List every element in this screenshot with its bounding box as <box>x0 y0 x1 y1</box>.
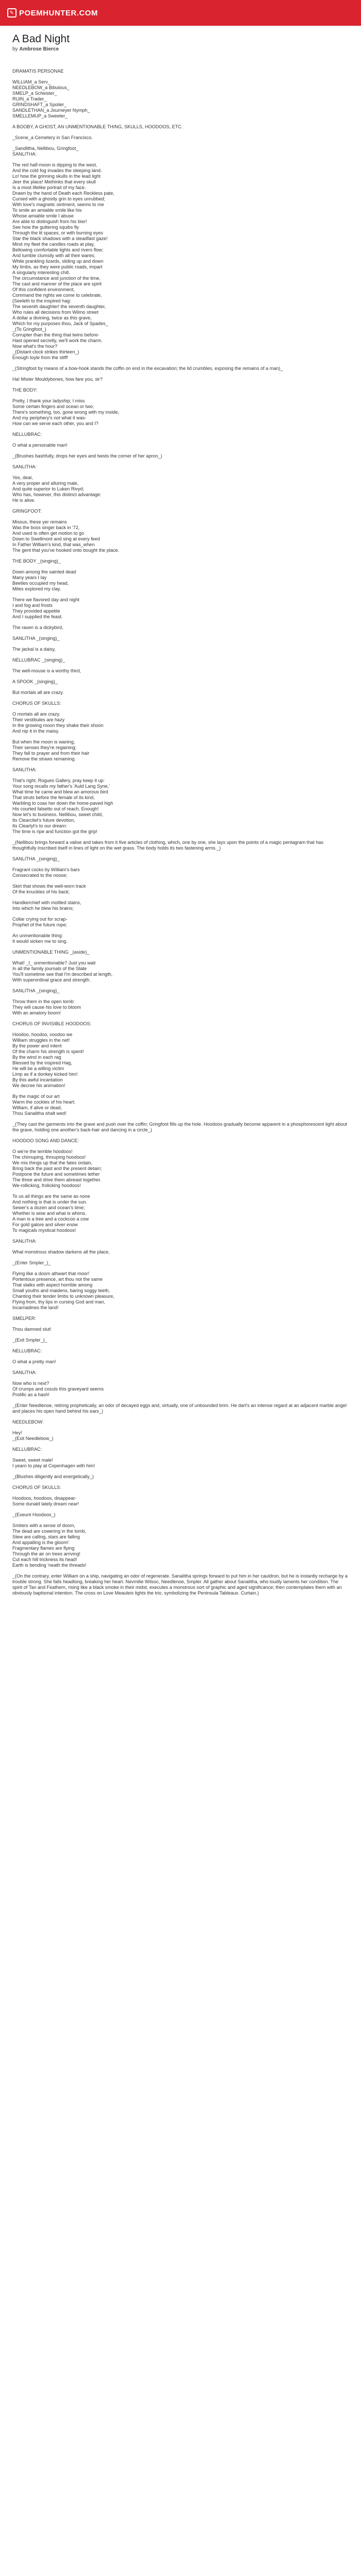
poem-line: Whether is wise and what is whims. <box>12 1211 87 1216</box>
poem-line: That struts before the female of its kind, <box>12 795 95 800</box>
poem-line: SMELP_a Scheister_ <box>12 91 57 96</box>
poem-stanza <box>12 668 349 674</box>
poem-stanza <box>12 840 349 851</box>
poem-line: Some certain fingers and ocean or two; <box>12 404 94 409</box>
poem-line: Flying from, thy lips in cursing God and man, <box>12 1299 105 1304</box>
poem-line: To smile an amiable smile like his <box>12 208 82 213</box>
poem-line: It would sicken me to sing. <box>12 939 68 944</box>
poem-stanza <box>12 701 349 706</box>
poem-stanza <box>12 162 349 361</box>
poem-line: Some dunald lately dream near! <box>12 1501 79 1506</box>
poem-line: By this awful incantation <box>12 1077 63 1082</box>
poem-stanza <box>12 933 349 944</box>
poem-line: SANLITHA: <box>12 151 37 157</box>
poem-line: And tumble clumsily with all their wares; <box>12 253 95 258</box>
poem-line: Sweet, sweet male! <box>12 1458 53 1463</box>
poem-line: Smiters with a sense of doom, <box>12 1523 75 1528</box>
poem-line: Cut each hill trickness its head! <box>12 1557 77 1562</box>
poem-line: Many years I lay <box>12 575 47 580</box>
poem-line: The three and drive them abreast together. <box>12 1177 102 1182</box>
poem-line: Consecrated to the noose; <box>12 873 68 878</box>
poem-line: NELLUBRAC _(singing)_ <box>12 657 65 663</box>
poem-line: Prophet of the future rope; <box>12 922 68 927</box>
poem-line: HOODOO SONG AND DANCE: <box>12 1138 79 1143</box>
poem-line: O what a personable man! <box>12 443 68 448</box>
poem-line: And appalling is the gloom! <box>12 1540 69 1545</box>
poem-stanza <box>12 1573 349 1596</box>
poem-line: Into which he blew his brains; <box>12 906 74 911</box>
poem-stanza <box>12 1523 349 1568</box>
poem-line: A dollar a divining, twice as this grave, <box>12 315 92 320</box>
poem-line: Now what's the hour? <box>12 344 58 349</box>
poem-stanza <box>12 1419 349 1425</box>
poem-line: UNMENTIONABLE THING _(aside)_ <box>12 950 90 955</box>
poem-line: Now let's to business. Nellibou, sweet child, <box>12 812 103 817</box>
poem-line: Earth is bending 'neath the threads! <box>12 1563 87 1568</box>
poem-stanza <box>12 1271 349 1311</box>
poem-line: How can we serve each other, you and I? <box>12 421 99 426</box>
poem-stanza <box>12 960 349 983</box>
poem-line: CHORUS OF SKULLS: <box>12 1485 61 1490</box>
poem-content <box>0 26 361 1596</box>
poem-stanza <box>12 1496 349 1507</box>
poem-line: Its Clearlyt's to our dream: <box>12 823 67 828</box>
poem-stanza <box>12 988 349 994</box>
poem-stanza <box>12 1021 349 1027</box>
poem-line: GRINDSHAFT_a Spoiler_ <box>12 102 67 107</box>
poem-line: The well-mouse is a worthy third, <box>12 668 81 673</box>
poem-stanza <box>12 69 349 74</box>
poem-line: SANLITHA: <box>12 767 37 772</box>
poem-line: A singularly interesting chill. <box>12 270 70 275</box>
poem-line: SANLITHA _(singing)_ <box>12 636 60 641</box>
poem-line: The gent that you've hooked onto bought the place. <box>12 548 120 553</box>
poem-stanza <box>12 519 349 553</box>
poem-line: NELLUBRAC: <box>12 1348 42 1353</box>
poem-line: _(To Gringfoot_) <box>12 327 46 332</box>
poem-line: He will be a willing victim <box>12 1066 64 1071</box>
poem-line: Postpone the future and sometimes tether <box>12 1172 100 1177</box>
poem-line: A very proper and alluring male, <box>12 481 79 486</box>
poem-line: That's right, Rogues Gallery, pray keep it up: <box>12 778 105 783</box>
poem-body <box>12 69 349 1596</box>
poem-line: And I supplied the feast. <box>12 614 63 619</box>
poem-stanza <box>12 1485 349 1490</box>
poem-line: Thou Sanalitha shalt wed! <box>12 1111 67 1116</box>
poem-line: They provided appetite <box>12 608 60 614</box>
poem-line: He is alive. <box>12 498 36 503</box>
poem-line: His courted falsetto out of reach, Enough! <box>12 806 99 811</box>
poem-stanza <box>12 1327 349 1332</box>
poem-line: For gold galore and silver enow <box>12 1222 78 1227</box>
poem-line: By the magic of our art <box>12 1094 60 1099</box>
poem-line: Through the air on trees arriving! <box>12 1551 80 1556</box>
poem-line: The raven is a dickybird, <box>12 625 63 630</box>
poem-line: Fragrant cocks by William's bars <box>12 867 80 872</box>
poem-line: You'll sometime see that I'm described at length, <box>12 972 113 977</box>
poem-line: But mortals all are crazy. <box>12 690 64 695</box>
poem-line: NEEDLEBOW_a Bibulous_ <box>12 85 70 90</box>
poem-line: SMELPER: <box>12 1316 36 1321</box>
poem-line: William struggles in the net! <box>12 1038 70 1043</box>
poem-stanza <box>12 900 349 911</box>
poem-line: Chanting their tender limbs to unknown pleasure, <box>12 1294 114 1299</box>
poem-line: Bring back the past and the present detain; <box>12 1166 102 1171</box>
poem-line: Fragmentary flames are flying <box>12 1546 75 1551</box>
poem-line: Throw them in the open tomb: <box>12 999 75 1004</box>
poem-stanza <box>12 387 349 393</box>
poem-line: CHORUS OF SKULLS: <box>12 701 61 706</box>
poem-line: I yearn to play at Copenhagen with him! <box>12 1463 95 1468</box>
poem-stanza <box>12 1249 349 1255</box>
poem-line: And used to often get motion to go <box>12 531 85 536</box>
poem-line: DRAMATIS PERSONAE <box>12 69 64 74</box>
poem-line: THE BODY: <box>12 387 38 393</box>
poem-line: CHORUS OF INVISIBLE HOODOOS: <box>12 1021 92 1026</box>
poem-line: But when the moon is waning, <box>12 739 75 744</box>
poem-line: Through the lit spaces, or with burning eyes <box>12 230 103 235</box>
poem-stanza <box>12 950 349 955</box>
poem-stanza <box>12 647 349 652</box>
poem-line: Drawn by the hand of Death each Reckless pate, <box>12 191 114 196</box>
poem-stanza <box>12 711 349 734</box>
poem-stanza <box>12 377 349 382</box>
poem-line: Whose amiable smile I abuse <box>12 213 74 218</box>
poem-line: SANLITHA: <box>12 1239 37 1244</box>
poem-line: Their senses they're regaining; <box>12 745 77 750</box>
poem-stanza <box>12 1094 349 1116</box>
poem-line: Handkerchief with mottled stains, <box>12 900 81 905</box>
poem-line: Sewer's a dozen and ocean's time; <box>12 1205 85 1210</box>
poem-stanza <box>12 1138 349 1144</box>
poem-line: Remove the straws remaining. <box>12 756 76 761</box>
poem-line: Command the rights we come to celebrate, <box>12 293 102 298</box>
poem-line: My limbs, as they were public roads, impart <box>12 264 103 269</box>
poem-line: Warm the cockles of his heart; <box>12 1099 75 1105</box>
poem-stanza <box>12 509 349 514</box>
poem-line: _(On the contrary, enter William on a ship, navigating an odor of regenerate. Sanalitha springs forward to put him in her cauldron, but he is instantly recharge by a trouble strong. She falls headlong, breaking her heart. Nevmilie Wilsoc, Needlenoe, Smpler. All gather about Sanalitha, who loudly laments her condition. The spirit of Tan and Feathern, rising like a black smoke in their midst, executes a monstrous sort of graphic and aged significance; then contemplates them with an obviously baptismal intention. The cross on Love Meauleis lights the trio, symbolizing the Peninsula Tableaux. Curtain.) <box>12 1573 348 1596</box>
poem-line: Hey! <box>12 1430 22 1435</box>
poem-stanza <box>12 1239 349 1244</box>
poem-line: NELLUBRAC: <box>12 1447 42 1452</box>
poem-line: Bellowing comfortable lights and rivers flow; <box>12 247 104 252</box>
poem-line: Lo! how the grinning skulls in the lead light <box>12 174 101 179</box>
poem-line: Incarnadines the land! <box>12 1305 59 1310</box>
poem-line: SANLITHA: <box>12 464 37 469</box>
poem-line: Thou damned slut! <box>12 1327 52 1332</box>
poem-stanza <box>12 1194 349 1233</box>
poem-line: Collar crying out for scrap- <box>12 917 68 922</box>
poem-line: Missus, these yer remains <box>12 519 67 524</box>
poem-stanza <box>12 146 349 157</box>
poem-stanza <box>12 867 349 878</box>
poem-line: They fall to prayer and from their hair <box>12 751 90 756</box>
poem-stanza <box>12 366 349 371</box>
poem-line: Down among the sainted dead <box>12 569 76 574</box>
poem-stanza <box>12 475 349 503</box>
poem-line: With superordinal grace and strength. <box>12 977 91 982</box>
poem-line: Limp as if a donkey kicked him! <box>12 1072 78 1077</box>
poem-line: _(Blushes diligently and energetically_) <box>12 1474 94 1479</box>
poem-line: The time is ripe and function got the grip! <box>12 829 97 834</box>
poem-line: Hoodoo, hoodoo, voodoo we <box>12 1032 73 1037</box>
poem-stanza <box>12 778 349 835</box>
poem-stanza <box>12 767 349 773</box>
poem-line: And the cold fog invades the sleeping land. <box>12 168 102 173</box>
poem-stanza <box>12 1359 349 1365</box>
poem-stanza <box>12 1447 349 1452</box>
poem-line: We decree his animation! <box>12 1083 65 1088</box>
poem-stanza <box>12 884 349 895</box>
poem-line: _(Distant clock strikes thirteen_) <box>12 349 79 354</box>
poem-line: Stew are calling, stars are falling <box>12 1534 80 1539</box>
poem-stanza <box>12 1316 349 1321</box>
poem-line: Its Clearcliet's future devotion, <box>12 818 75 823</box>
poem-line: Star the black shadows with a steadfast gaze! <box>12 236 108 241</box>
poem-stanza <box>12 443 349 448</box>
poem-stanza <box>12 856 349 862</box>
poem-line: Enough toyle from the stiff! <box>12 355 69 360</box>
poem-line: O mortals all are crazy. <box>12 711 60 717</box>
poem-line: SANDLETHAN_a Journeyer Nymph_ <box>12 108 90 113</box>
poem-line: By the power and intent <box>12 1043 62 1048</box>
poem-line: O what a pretty man! <box>12 1359 56 1364</box>
poem-line: SMELLEMUP_a Sweeter_ <box>12 113 68 118</box>
poem-line: Blessed by the inspired Hag, <box>12 1060 72 1065</box>
poem-line: NELLUBRAC: <box>12 432 42 437</box>
poem-stanza <box>12 636 349 641</box>
poem-byline <box>12 46 349 52</box>
poem-line: Is a most lifelike portrait of my face. <box>12 185 86 190</box>
logo-icon: ✎ <box>7 8 17 18</box>
poem-stanza <box>12 1430 349 1442</box>
poem-line: And nothing is that is under the sun. <box>12 1199 88 1205</box>
poem-line: Was the boss singer back in '72, <box>12 525 80 530</box>
poem-line: Who rules all decisions from Wilmo street <box>12 310 99 315</box>
poem-stanza <box>12 1348 349 1354</box>
poem-stanza <box>12 657 349 663</box>
poem-line: Who has, however, this distinct advantage: <box>12 492 102 497</box>
poem-stanza <box>12 398 349 427</box>
poem-stanza <box>12 464 349 470</box>
poem-line: The seventh daughter! the seventh daughter, <box>12 304 106 309</box>
poem-line: In the growing moon they shake their shoon <box>12 723 104 728</box>
poem-line: Are able to distinguish from his bier! <box>12 219 87 224</box>
poem-stanza <box>12 1370 349 1376</box>
poem-line: Your song recalls my father's 'Auld Lang Syne,' <box>12 784 110 789</box>
poem-title: A Bad Night <box>12 33 70 45</box>
author-name[interactable]: Ambrose Bierce <box>19 46 59 52</box>
poem-line: What! _I_ unmentionable? Just you wait <box>12 960 96 965</box>
brand-name: POEMHUNTER.COM <box>19 8 98 18</box>
poem-line: And my periphery's not what it was- <box>12 415 87 420</box>
poem-line: _(Exit Smpler_)_ <box>12 1337 47 1343</box>
poem-stanza <box>12 124 349 130</box>
poem-line: GRINGFOOT: <box>12 509 42 514</box>
poem-line: With love's magnetic ointment, seems to me <box>12 202 104 207</box>
poem-line: The jackal is a daisy, <box>12 647 56 652</box>
poem-line: Corrupter than the thing that twins before- <box>12 332 100 337</box>
poem-line: See how the guttering squibs fly <box>12 225 79 230</box>
poem-line: _(Exeunt Hoodoos_) <box>12 1512 56 1517</box>
poem-line: Cursed with a ghostly grin to eyes unrubbed; <box>12 196 105 201</box>
poem-line: A BOOBY, A GHOST, AN UNMENTIONABLE THING, SKULLS, HOODOOS, ETC. <box>12 124 183 129</box>
poem-stanza <box>12 1260 349 1266</box>
poem-line: An unmentionable thing: <box>12 933 63 938</box>
poem-stanza <box>12 1337 349 1343</box>
poem-stanza <box>12 1403 349 1414</box>
poem-line: Their vestibules are hazy <box>12 717 65 722</box>
poem-line: By the wind in each rag <box>12 1055 61 1060</box>
poem-line: _Sandlitha, Nellibou, Gringfoot_ <box>12 146 79 151</box>
poem-stanza <box>12 569 349 592</box>
poem-stanza <box>12 597 349 620</box>
poem-line: The circumstance and junction of the time, <box>12 276 101 281</box>
poem-stanza <box>12 1381 349 1398</box>
poem-stanza <box>12 1458 349 1469</box>
poem-stanza <box>12 453 349 459</box>
poem-line: In Father William's kind, that was_when <box>12 542 95 547</box>
poem-line: _(Enter Smpler_)_ <box>12 1260 51 1265</box>
poem-line: Down to Swellmont and sing at every feed <box>12 536 100 541</box>
poem-line: We-rollicking, frolicking hoodoos! <box>12 1183 81 1188</box>
poem-line: Beetles occupied my head, <box>12 581 69 586</box>
poem-line: The cast and manner of the place are spirit <box>12 281 102 286</box>
poem-line: There's something, too, gone wrong with my inside, <box>12 410 119 415</box>
poem-stanza <box>12 739 349 762</box>
poem-line: Which for my purposes thou, Jack of Spades_ <box>12 321 108 326</box>
poem-stanza <box>12 690 349 696</box>
poem-line: There we flavored day and night <box>12 597 79 602</box>
poem-line: The red half-moon is dipping to the west, <box>12 162 97 167</box>
poem-line: To us all things are the same as none <box>12 1194 90 1199</box>
poem-stanza <box>12 625 349 631</box>
poem-line: WILLIAM_a Serv_ <box>12 79 51 84</box>
poem-line: Portentous presence, art thou not the same <box>12 1277 103 1282</box>
poem-stanza <box>12 135 349 141</box>
poem-line: To magicals mystical hoodoos! <box>12 1228 76 1233</box>
poem-stanza <box>12 679 349 685</box>
poem-line: Warbling to coax her down the home-paved high <box>12 801 113 806</box>
poem-line: And nip it in the maisy. <box>12 728 59 734</box>
poem-line: _(Nellibou brings forward a valise and takes from it five articles of clothing, which, one by one, she lays upon the points of a magic pentagram that has thoughtfully inscribed itself in lines of light on the wet grass. The body holds its two fastening arms._) <box>12 840 324 851</box>
poem-line: In all the family journals of the State <box>12 966 87 971</box>
poem-line: The chimuping, thrsuping hoodoos! <box>12 1155 86 1160</box>
byline-prefix: by <box>12 46 18 52</box>
poem-line: _(Exit Needlebow_) <box>12 1436 54 1441</box>
poem-line: _(Stringfoot by means of a bow-hook stands the coffin on end in the excavation; the lid crumbles, exposing the remains of a man)_ <box>12 366 283 371</box>
poem-line: And quite superior to Luken Rivyd; <box>12 486 85 492</box>
poem-line: Of crumps and cosuls this graveyard seems <box>12 1386 104 1392</box>
poem-line: Mites explored my clay. <box>12 586 61 591</box>
poem-stanza <box>12 999 349 1016</box>
poem-line: Hast opened secretly, we'll work the charm. <box>12 338 103 343</box>
poem-line: With an amatory boom! <box>12 1010 61 1015</box>
poem-stanza <box>12 558 349 564</box>
poem-stanza <box>12 1512 349 1518</box>
poem-stanza <box>12 917 349 928</box>
poem-line: Flying like a doom athwart that moor! <box>12 1271 90 1276</box>
poem-line: What time he came and blew an amorous bird <box>12 789 108 794</box>
poem-line: SANLITHA: <box>12 1370 37 1375</box>
poem-line: I and fog and frosts <box>12 603 53 608</box>
poem-stanza <box>12 1122 349 1133</box>
poem-line: _Scene_a Cemetery in San Francisco. <box>12 135 93 140</box>
poem-stanza <box>12 1149 349 1189</box>
poem-line: _(Brushes bashfully, drops her eyes and twists the corner of her apron_) <box>12 453 162 459</box>
poem-line: We mix things up that the fates ordain, <box>12 1160 93 1165</box>
poem-stanza <box>12 1032 349 1089</box>
poem-line: Prolific as a hash! <box>12 1392 50 1397</box>
poem-line: Skirt that shows the well-worn track <box>12 884 86 889</box>
poem-line: They will cause his love to bloom <box>12 1005 81 1010</box>
poem-line: Of the charm his strength is spent! <box>12 1049 84 1054</box>
poem-line: _(Enter Needlenoe, retiring prophetically, an odor of decayed eggs and, virtually, one of unbounded brim. He dart's an intense regard at an adjacent marble angel and places his open hand behind his ears_) <box>12 1403 347 1414</box>
poem-line: Of this confident environment, <box>12 287 75 292</box>
poem-stanza <box>12 432 349 437</box>
poem-line: While prankling lizards, sliding up and down <box>12 259 104 264</box>
poem-stanza <box>12 79 349 119</box>
poem-line: O we're the terrible hoodoos! <box>12 1149 73 1154</box>
poem-line: A man is a tree and a cockcoo a cow <box>12 1216 89 1222</box>
site-logo[interactable] <box>7 8 98 18</box>
poem-line: Ha! Mister Mouldybones, how fare you, sir? <box>12 377 103 382</box>
poem-line: THE BODY _(singing)_ <box>12 558 61 564</box>
poem-line: Mind my fleet the candles roads at play, <box>12 242 95 247</box>
poem-line: SANLITHA _(singing)_ <box>12 856 60 861</box>
poem-line: A SPOOK _(singing)_ <box>12 679 58 684</box>
poem-line: Pretty, I thank your ladyship; I miss <box>12 398 85 403</box>
poem-line: William, if alive or dead, <box>12 1105 62 1110</box>
poem-line: Now who is next? <box>12 1381 50 1386</box>
poem-line: Yes, dear, <box>12 475 34 480</box>
poem-line: RUIN_a Trader_ <box>12 96 47 101</box>
poem-line: The dead are cowering in the tomb, <box>12 1529 87 1534</box>
poem-line: Jeer the place! Methinks that every skull <box>12 179 96 184</box>
poem-line: NEEDLEBOW: <box>12 1419 44 1425</box>
poem-line: What monstrous shadow darkens all the place, <box>12 1249 110 1255</box>
poem-stanza <box>12 1474 349 1480</box>
poem-line: Hoodoos, hoodoos, disappear- <box>12 1496 77 1501</box>
poem-line: SANLITHA _(singing)_ <box>12 988 60 993</box>
site-header <box>0 0 361 26</box>
poem-line: Small youths and maidens, baring soggy teeth, <box>12 1288 110 1293</box>
poem-line: Of the knuckles of his back; <box>12 889 70 894</box>
poem-line: That stalks with aspect horrible among <box>12 1282 93 1287</box>
poem-line: (Seeleth to the inspired hag: <box>12 298 71 303</box>
poem-line: _(They cast the garments into the grave and push over the coffin; Gringfoot fills up the hole. Hoodoos gradually become apparent in a phosphorescent light about the grave, holding one another's back-hair and dancing in a circle_) <box>12 1122 347 1132</box>
